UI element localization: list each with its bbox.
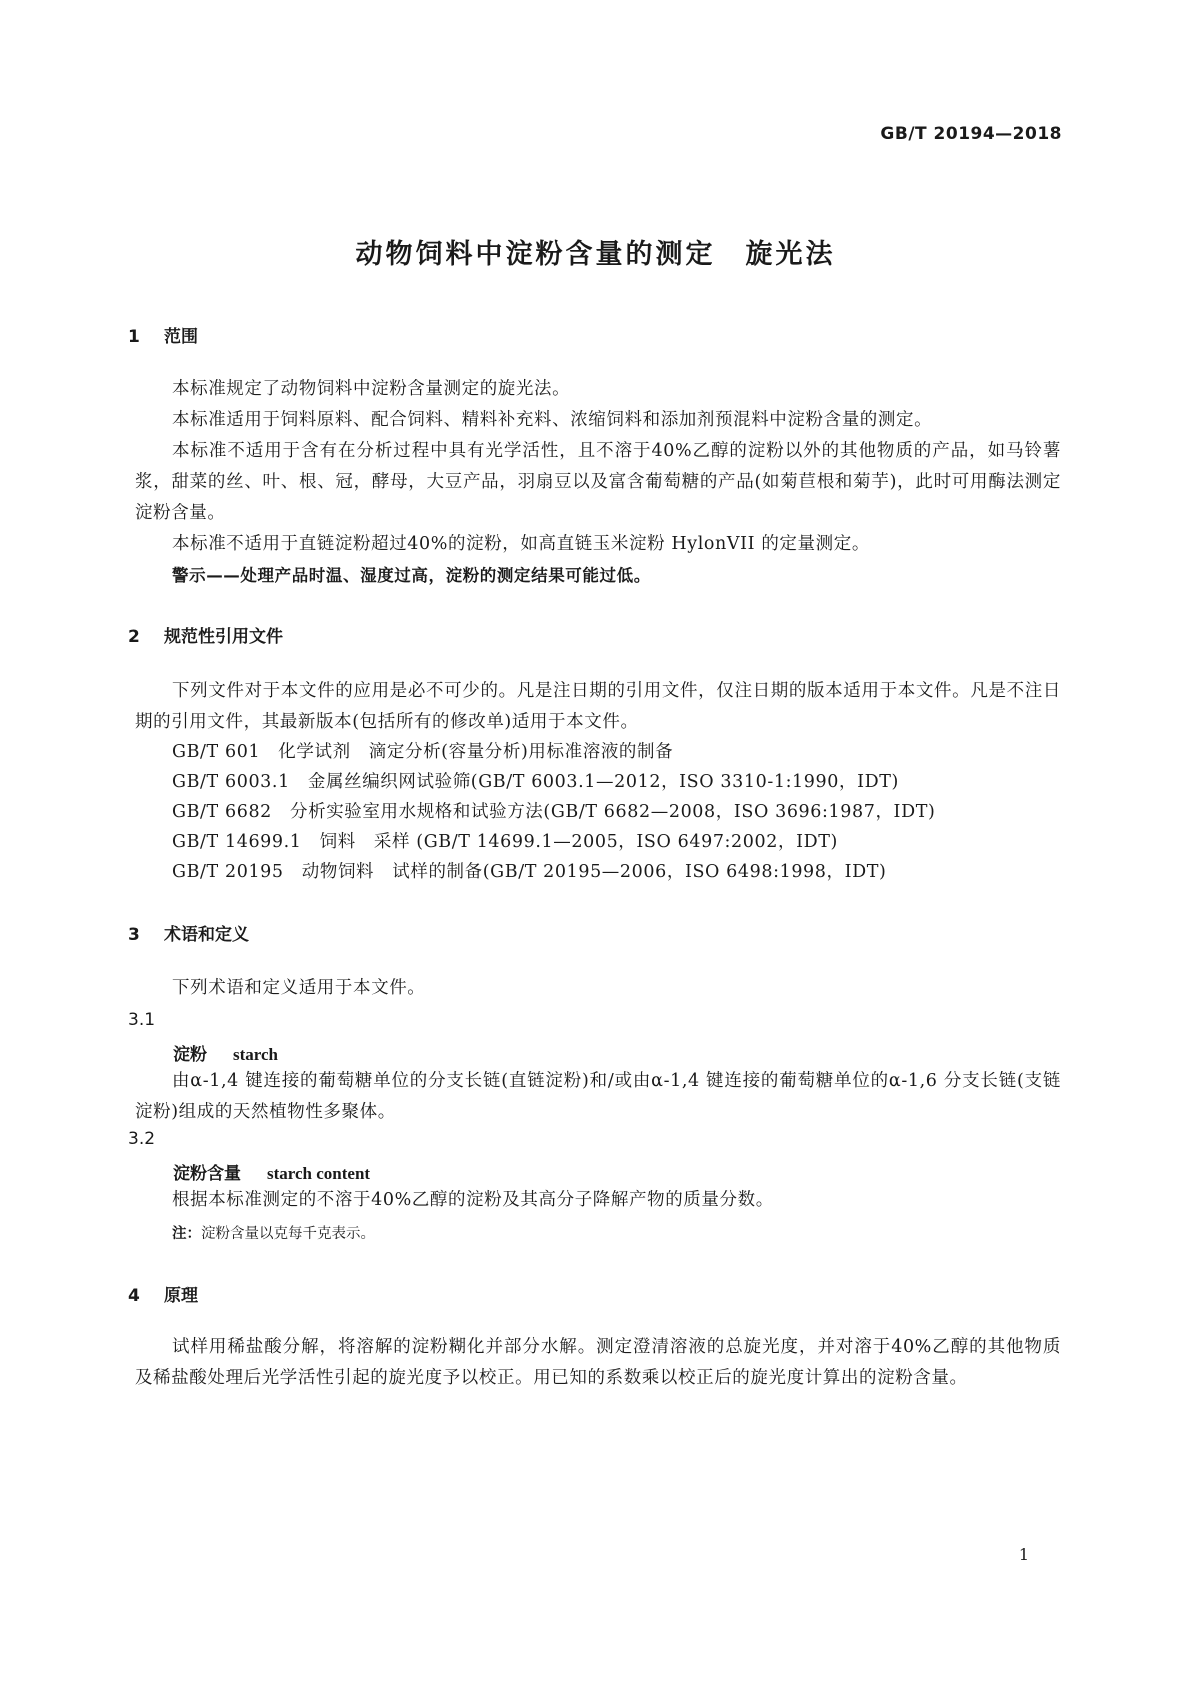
reference-item: GB/T 6682 分析实验室用水规格和试验方法(GB/T 6682—2008，ISO 3696:1987，IDT) [172, 802, 936, 822]
terms-intro: 下列术语和定义适用于本文件。 [172, 978, 426, 998]
section-number: 4 [128, 1286, 140, 1306]
principle-paragraph: 试样用稀盐酸分解，将溶解的淀粉糊化并部分水解。测定澄清溶液的总旋光度，并对溶于40%乙醇的其他物质及稀盐酸处理后光学活性引起的旋光度予以校正。用已知的系数乘以校正后的旋光度计算出的淀粉含量。 [135, 1337, 1061, 1388]
term-definition: 由α-1,4 键连接的葡萄糖单位的分支长链(直链淀粉)和/或由α-1,4 键连接的葡萄糖单位的α-1,6 分支长链(支链淀粉)组成的天然植物性多聚体。 [135, 1071, 1061, 1122]
section-title: 原理 [164, 1286, 198, 1306]
scope-paragraph-2: 本标准适用于饲料原料、配合饲料、精料补充料、浓缩饲料和添加剂预混料中淀粉含量的测定。 [172, 410, 933, 430]
scope-paragraph-4: 本标准不适用于直链淀粉超过40%的淀粉，如高直链玉米淀粉 HylonVII 的定量测定。 [172, 534, 870, 554]
page-number: 1 [1018, 1545, 1029, 1564]
section-3-heading [128, 920, 249, 945]
warning-text: 警示——处理产品时温、湿度过高，淀粉的测定结果可能过低。 [172, 566, 651, 585]
scope-paragraph-3: 本标准不适用于含有在分析过程中具有光学活性，且不溶于40%乙醇的淀粉以外的其他物质的产品，如马铃薯浆，甜菜的丝、叶、根、冠，酵母，大豆产品，羽扇豆以及富含葡萄糖的产品(如菊苣根和菊芋)，此时可用酶法测定淀粉含量。 [135, 441, 1061, 523]
reference-item: GB/T 20195 动物饲料 试样的制备(GB/T 20195—2006，ISO 6498:1998，IDT) [172, 862, 887, 882]
section-number: 3 [128, 925, 140, 945]
term-en: starch [233, 1045, 279, 1064]
term-definition: 根据本标准测定的不溶于40%乙醇的淀粉及其高分子降解产物的质量分数。 [172, 1190, 774, 1210]
reference-item: GB/T 14699.1 饲料 采样 (GB/T 14699.1—2005，ISO 6497:2002，IDT) [172, 832, 838, 852]
term-zh: 淀粉含量 [173, 1164, 241, 1184]
section-4-heading [128, 1281, 198, 1306]
term-heading [173, 1040, 278, 1065]
section-title: 范围 [164, 327, 198, 347]
section-1-heading [128, 322, 198, 347]
term-number: 3.1 [128, 1010, 156, 1030]
references-intro: 下列文件对于本文件的应用是必不可少的。凡是注日期的引用文件，仅注日期的版本适用于本文件。凡是不注日期的引用文件，其最新版本(包括所有的修改单)适用于本文件。 [135, 681, 1061, 732]
section-2-heading [128, 622, 283, 647]
note-label: 注： [172, 1226, 201, 1242]
reference-item: GB/T 6003.1 金属丝编织网试验筛(GB/T 6003.1—2012，ISO 3310-1:1990，IDT) [172, 772, 899, 792]
note [172, 1222, 375, 1243]
section-title: 规范性引用文件 [164, 627, 283, 647]
note-text: 淀粉含量以克每千克表示。 [201, 1226, 375, 1242]
term-en: starch content [267, 1164, 371, 1183]
scope-paragraph-1: 本标准规定了动物饲料中淀粉含量测定的旋光法。 [172, 379, 571, 399]
term-number: 3.2 [128, 1129, 156, 1149]
standard-number: GB/T 20194—2018 [880, 124, 1062, 144]
section-title: 术语和定义 [164, 925, 249, 945]
reference-item: GB/T 601 化学试剂 滴定分析(容量分析)用标准溶液的制备 [172, 742, 674, 762]
document-title: 动物饲料中淀粉含量的测定 旋光法 [355, 239, 836, 270]
term-zh: 淀粉 [173, 1045, 207, 1065]
section-number: 2 [128, 627, 140, 647]
term-heading [173, 1159, 370, 1184]
section-number: 1 [128, 327, 140, 347]
